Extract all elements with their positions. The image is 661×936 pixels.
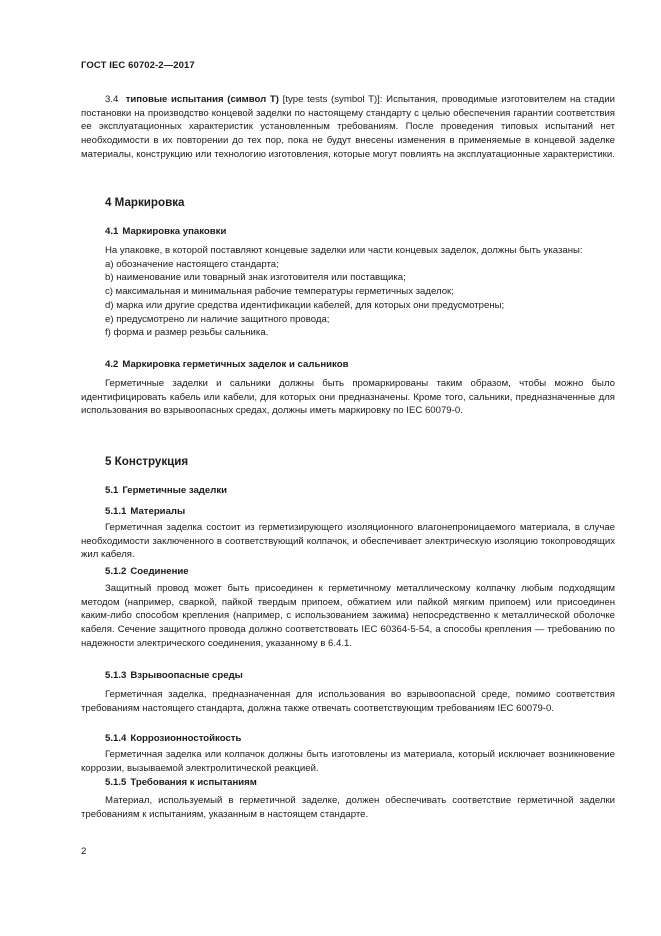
clause-5-1-2-text: Защитный провод может быть присоединен к герметичному металлическому колпачку любым подходящим методом (например, сваркой, пайкой твердым припоем, обжатием или пайкой мягким припоем) или присоединен каким-либо способом крепления (например, с использованием зажима) непосредственно к металлической оболочке кабеля. Сечение защитного провода должно соответствовать IEC 60364-5-54, а способы крепления — требованию по надежности электрического соединения, указанному в 6.4.1. bbox=[81, 583, 615, 649]
clause-3-4-text: [type tests (symbol T)]: Испытания, проводимые изготовителем на стадии постановки на производство концевой заделки по настоящему стандарту с целью обеспечения гарантии соответствия ее эксплуатационных характеристик установленным требованиям. После проведения типовых испытаний нет необходимости в их повторении до тех пор, пока не будут внесены изменения в применяемые в концевой заделке материалы, конструкцию или технологию изготовления, которые могут повлиять на эксплуатационные характеристики. bbox=[81, 94, 615, 160]
clause-5-1-5-body bbox=[81, 794, 615, 821]
clause-5-1-3-heading: 5.1.3 Взрывоопасные среды bbox=[105, 670, 243, 681]
clause-4-2-body bbox=[81, 377, 615, 418]
list-item: c) максимальная и минимальная рабочие температуры герметичных заделок; bbox=[105, 286, 454, 298]
clause-3-4-number: 3.4 bbox=[105, 94, 119, 105]
clause-5-1-1-body bbox=[81, 521, 615, 562]
clause-4-2-heading: 4.2 Маркировка герметичных заделок и сальников bbox=[105, 359, 349, 370]
list-item: a) обозначение настоящего стандарта; bbox=[105, 258, 279, 270]
clause-4-1-heading: 4.1 Маркировка упаковки bbox=[105, 226, 227, 237]
list-item: f) форма и размер резьбы сальника. bbox=[105, 327, 269, 339]
clause-5-1-heading: 5.1 Герметичные заделки bbox=[105, 485, 228, 496]
clause-5-1-4-heading: 5.1.4 Коррозионностойкость bbox=[105, 733, 242, 744]
document-header: ГОСТ IEC 60702-2—2017 bbox=[81, 60, 195, 71]
section-4-heading: 4 Маркировка bbox=[105, 196, 185, 209]
clause-4-2-text: Герметичные заделки и сальники должны быть промаркированы таким образом, чтобы можно было идентифицировать кабель или кабели, для которых они предназначены. Кроме того, сальники, предназначенные для использования во взрывоопасных средах, должны иметь маркировку по IEC 60079-0. bbox=[81, 378, 615, 417]
clause-5-1-3-text: Герметичная заделка, предназначенная для использования во взрывоопасной среде, помимо соответствия требованиям настоящего стандарта, должна также отвечать соответствующим требованиям IEC 60079-0. bbox=[81, 689, 615, 714]
clause-3-4-term: типовые испытания (символ Т) bbox=[125, 94, 279, 105]
clause-5-1-2-heading: 5.1.2 Соединение bbox=[105, 566, 189, 577]
clause-3-4 bbox=[81, 93, 615, 162]
clause-4-1-body bbox=[81, 244, 615, 340]
clause-5-1-3-body bbox=[81, 688, 615, 715]
clause-5-1-2-body bbox=[81, 582, 615, 651]
section-5-heading: 5 Конструкция bbox=[105, 455, 189, 468]
list-item: d) марка или другие средства идентификации кабелей, для которых они предусмотрены; bbox=[105, 299, 505, 311]
clause-5-1-5-heading: 5.1.5 Требования к испытаниям bbox=[105, 777, 257, 788]
clause-5-1-5-text: Материал, используемый в герметичной заделке, должен обеспечивать соответствие герметичной заделки требованиям к испытаниям, указанным в настоящем стандарте. bbox=[81, 795, 615, 820]
clause-5-1-1-heading: 5.1.1 Материалы bbox=[105, 506, 186, 517]
page-number: 2 bbox=[81, 846, 87, 857]
list-item: b) наименование или товарный знак изготовителя или поставщика; bbox=[105, 272, 406, 284]
clause-5-1-4-body bbox=[81, 748, 615, 775]
clause-3-4-paragraph bbox=[81, 93, 615, 162]
clause-5-1-1-text: Герметичная заделка состоит из герметизирующего изоляционного влагонепроницаемого материала, в случае необходимости заключенного в соответствующий колпачок, и обеспечивает электрическую изоляцию токопроводящих жил кабеля. bbox=[81, 522, 615, 561]
clause-5-1-4-text: Герметичная заделка или колпачок должны быть изготовлены из материала, который исключает возникновение коррозии, вызываемой электролитической реакцией. bbox=[81, 749, 615, 774]
list-item: e) предусмотрено ли наличие защитного провода; bbox=[105, 313, 330, 325]
clause-4-1-intro: На упаковке, в которой поставляют концевые заделки или части концевых заделок, должны быть указаны: bbox=[105, 245, 583, 256]
